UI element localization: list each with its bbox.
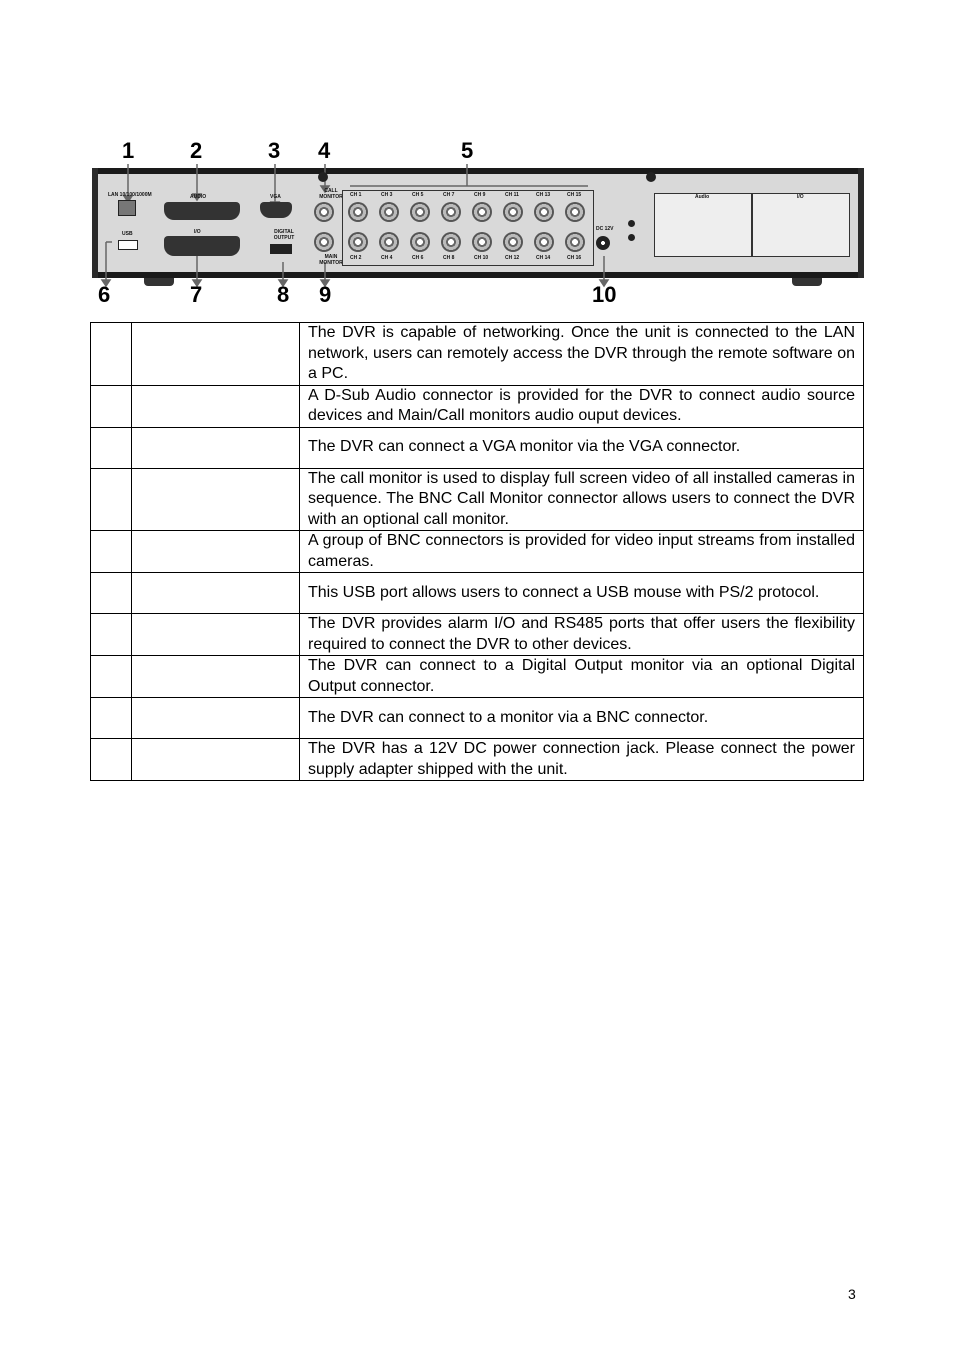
table-row [91, 468, 864, 531]
screw-icon [646, 172, 656, 182]
channel-label: CH 4 [381, 255, 393, 261]
connector-description-table [90, 322, 864, 781]
channel-label: CH 14 [536, 255, 551, 261]
channel-bnc-connector [472, 202, 492, 222]
channel-label: CH 10 [474, 255, 489, 261]
dc-power-jack [596, 236, 610, 250]
audio-pin-table [654, 193, 752, 257]
io-pin-table [752, 193, 850, 257]
label-lan: LAN 10/100/1000M [108, 192, 152, 198]
audio-dsub-connector [164, 202, 240, 220]
usb-port [118, 240, 138, 250]
channel-bnc-connector [410, 202, 430, 222]
channel-bnc-connector [348, 232, 368, 252]
io-dsub-connector [164, 236, 240, 256]
table-row [91, 614, 864, 656]
row-description-cell: The DVR can connect a VGA monitor via the VGA connector. [300, 427, 864, 468]
channel-label: CH 8 [443, 255, 455, 261]
row-description-cell: The DVR is capable of networking. Once the unit is connected to the LAN network, users can remotely access the DVR through the remote software on a PC. [300, 323, 864, 386]
channel-bnc-connector [503, 232, 523, 252]
label-usb: USB [122, 231, 133, 237]
row-connector-name-cell [132, 656, 300, 698]
channel-label: CH 1 [350, 192, 362, 198]
row-description-cell: The DVR can connect to a Digital Output monitor via an optional Digital Output connector. [300, 656, 864, 698]
row-number-cell [91, 468, 132, 531]
channel-bnc-connector [503, 202, 523, 222]
row-connector-name-cell [132, 427, 300, 468]
row-description-cell: The DVR can connect to a monitor via a BNC connector. [300, 698, 864, 739]
channel-label: CH 15 [567, 192, 582, 198]
ground-screw-icon [628, 220, 635, 227]
callout-10: 10 [592, 282, 617, 307]
callout-4: 4 [318, 138, 331, 163]
callout-6: 6 [98, 282, 111, 307]
table-row [91, 573, 864, 614]
channel-label: CH 12 [505, 255, 520, 261]
row-description-cell: A group of BNC connectors is provided for video input streams from installed cameras. [300, 531, 864, 573]
channel-bnc-connector [534, 202, 554, 222]
channel-bnc-connector [534, 232, 554, 252]
channel-bnc-connector [565, 202, 585, 222]
row-connector-name-cell [132, 468, 300, 531]
channel-label: CH 11 [505, 192, 519, 198]
screw-icon [318, 172, 328, 182]
label-main-monitor: MAIN MONITOR [319, 254, 343, 266]
label-vga: VGA [270, 194, 281, 200]
panel-foot [144, 278, 174, 286]
row-description-cell: The DVR provides alarm I/O and RS485 ports that offer users the flexibility required to connect the DVR to other devices. [300, 614, 864, 656]
row-connector-name-cell [132, 739, 300, 781]
label-io: I/O [194, 229, 201, 235]
table-row [91, 656, 864, 698]
table-row [91, 385, 864, 427]
channel-bnc-connector [565, 232, 585, 252]
callout-8: 8 [277, 282, 290, 307]
channel-bnc-connector [410, 232, 430, 252]
row-number-cell [91, 739, 132, 781]
digital-output-port [270, 244, 292, 254]
dvr-rear-panel-figure [92, 138, 864, 308]
row-number-cell [91, 573, 132, 614]
callout-3: 3 [268, 138, 281, 163]
main-monitor-bnc [314, 232, 334, 252]
lan-port [118, 200, 136, 216]
row-connector-name-cell [132, 531, 300, 573]
label-dc: DC 12V [596, 226, 614, 232]
row-number-cell [91, 698, 132, 739]
callout-9: 9 [319, 282, 332, 307]
row-connector-name-cell [132, 614, 300, 656]
vga-connector [260, 202, 292, 218]
channel-label: CH 16 [567, 255, 582, 261]
label-digital-output: DIGITAL OUTPUT [273, 229, 295, 241]
row-connector-name-cell [132, 323, 300, 386]
table-row [91, 698, 864, 739]
row-number-cell [91, 323, 132, 386]
channel-label: CH 5 [412, 192, 424, 198]
row-connector-name-cell [132, 573, 300, 614]
page-number: 3 [848, 1286, 856, 1302]
row-number-cell [91, 531, 132, 573]
callout-2: 2 [190, 138, 203, 163]
channel-label: CH 7 [443, 192, 455, 198]
audio-pin-table-title: Audio [695, 194, 710, 200]
table-row [91, 323, 864, 386]
row-connector-name-cell [132, 698, 300, 739]
io-pin-table-title: I/O [797, 194, 804, 200]
callout-7: 7 [190, 282, 203, 307]
channel-bnc-connector [441, 232, 461, 252]
channel-bnc-connector [348, 202, 368, 222]
table-row [91, 531, 864, 573]
row-number-cell [91, 656, 132, 698]
channel-bnc-connector [379, 202, 399, 222]
table-row [91, 427, 864, 468]
row-number-cell [91, 427, 132, 468]
row-description-cell: The DVR has a 12V DC power connection jack. Please connect the power supply adapter shipped with the unit. [300, 739, 864, 781]
label-audio: AUDIO [190, 194, 207, 200]
label-call-monitor: CALL MONITOR [319, 188, 343, 200]
channel-label: CH 13 [536, 192, 551, 198]
call-monitor-bnc [314, 202, 334, 222]
bnc-channel-group [342, 190, 594, 266]
channel-bnc-connector [379, 232, 399, 252]
callout-1: 1 [122, 138, 135, 163]
screw-icon [628, 234, 635, 241]
panel-foot [792, 278, 822, 286]
row-description-cell: The call monitor is used to display full screen video of all installed cameras in sequence. The BNC Call Monitor connector allows users to connect the DVR with an optional call monitor. [300, 468, 864, 531]
channel-label: CH 6 [412, 255, 424, 261]
callout-5: 5 [461, 138, 474, 163]
channel-label: CH 2 [350, 255, 362, 261]
row-connector-name-cell [132, 385, 300, 427]
channel-label: CH 9 [474, 192, 486, 198]
row-number-cell [91, 385, 132, 427]
channel-bnc-connector [472, 232, 492, 252]
row-description-cell: A D-Sub Audio connector is provided for the DVR to connect audio source devices and Main/Call monitors audio ouput devices. [300, 385, 864, 427]
table-row [91, 739, 864, 781]
channel-bnc-connector [441, 202, 461, 222]
channel-label: CH 3 [381, 192, 393, 198]
row-number-cell [91, 614, 132, 656]
row-description-cell: This USB port allows users to connect a USB mouse with PS/2 protocol. [300, 573, 864, 614]
